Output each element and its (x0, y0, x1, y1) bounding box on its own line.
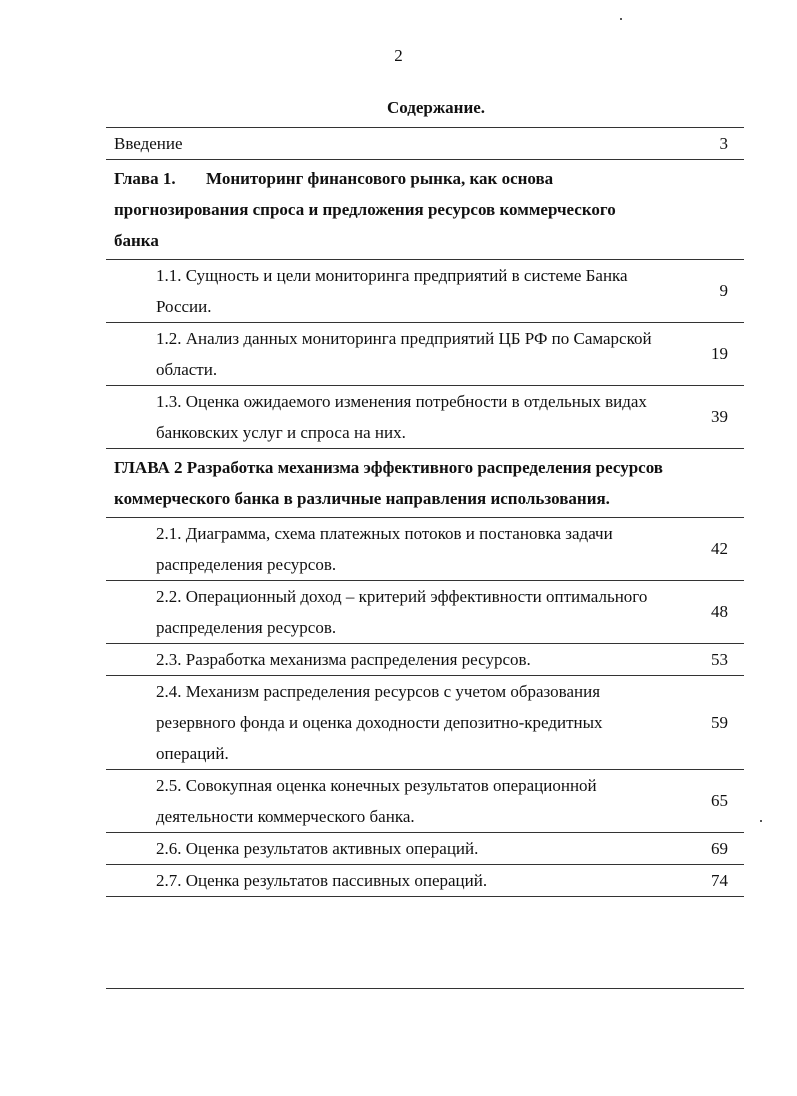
toc-entry-page: 59 (711, 712, 728, 732)
toc-entry-page: 65 (711, 791, 728, 810)
toc-entry-page: 3 (719, 133, 728, 153)
toc-entry-page: 48 (711, 602, 728, 621)
toc-chapter-2[interactable] (106, 449, 744, 518)
toc-entry-page: 74 (711, 870, 728, 890)
toc-row[interactable] (106, 644, 744, 676)
toc-entry-title: 2.2. Операционный доход – критерий эффективности оптимального распределения ресурсов. (156, 587, 648, 637)
table-of-contents (106, 127, 744, 897)
toc-chapter-1[interactable] (106, 160, 744, 260)
toc-entry-page: 19 (711, 344, 728, 363)
chapter-label: Глава 1. (114, 169, 176, 188)
toc-title: Содержание. (386, 98, 486, 117)
toc-entry-page: 39 (711, 407, 728, 426)
toc-entry-title: 2.3. Разработка механизма распределения ресурсов. (156, 650, 531, 669)
chapter-title: ГЛАВА 2 Разработка механизма эффективного распределения ресурсов коммерческого банка в различные направления использования. (114, 458, 663, 508)
scan-speck (620, 18, 622, 20)
toc-entry-title: Введение (114, 134, 183, 153)
toc-entry-title: 2.4. Механизм распределения ресурсов с учетом образования резервного фонда и оценка доходности депозитно-кредитных операций. (156, 682, 603, 763)
toc-entry-title: 2.1. Диаграмма, схема платежных потоков и постановка задачи распределения ресурсов. (156, 524, 613, 574)
toc-entry-title: 2.6. Оценка результатов активных операций. (156, 839, 479, 858)
page-number: 2 (394, 46, 403, 65)
toc-entry-title: 1.2. Анализ данных мониторинга предприятий ЦБ РФ по Самарской области. (156, 329, 652, 379)
toc-row[interactable] (106, 518, 744, 581)
toc-row[interactable] (106, 386, 744, 449)
toc-row-intro[interactable] (106, 128, 744, 160)
toc-row[interactable] (106, 323, 744, 386)
toc-entry-title: 2.5. Совокупная оценка конечных результатов операционной деятельности коммерческого банка. (156, 776, 597, 826)
toc-entry-page: 53 (711, 649, 728, 669)
toc-entry-page: 69 (711, 838, 728, 858)
toc-entry-title: 1.3. Оценка ожидаемого изменения потребности в отдельных видах банковских услуг и спроса на них. (156, 392, 647, 442)
toc-entry-title: 2.7. Оценка результатов пассивных операций. (156, 871, 488, 890)
toc-row[interactable] (106, 865, 744, 897)
toc-row[interactable] (106, 833, 744, 865)
toc-row[interactable] (106, 260, 744, 323)
toc-entry-page: 42 (711, 539, 728, 558)
toc-row[interactable] (106, 770, 744, 833)
toc-row[interactable] (106, 581, 744, 644)
chapter-title: Мониторинг финансового рынка, как основа прогнозирования спроса и предложения ресурсов коммерческого банка (114, 169, 616, 250)
footer-rule (106, 988, 744, 989)
toc-entry-title: 1.1. Сущность и цели мониторинга предприятий в системе Банка России. (156, 266, 628, 316)
toc-entry-page: 9 (719, 281, 728, 300)
scan-speck (760, 820, 762, 822)
toc-row[interactable] (106, 676, 744, 770)
